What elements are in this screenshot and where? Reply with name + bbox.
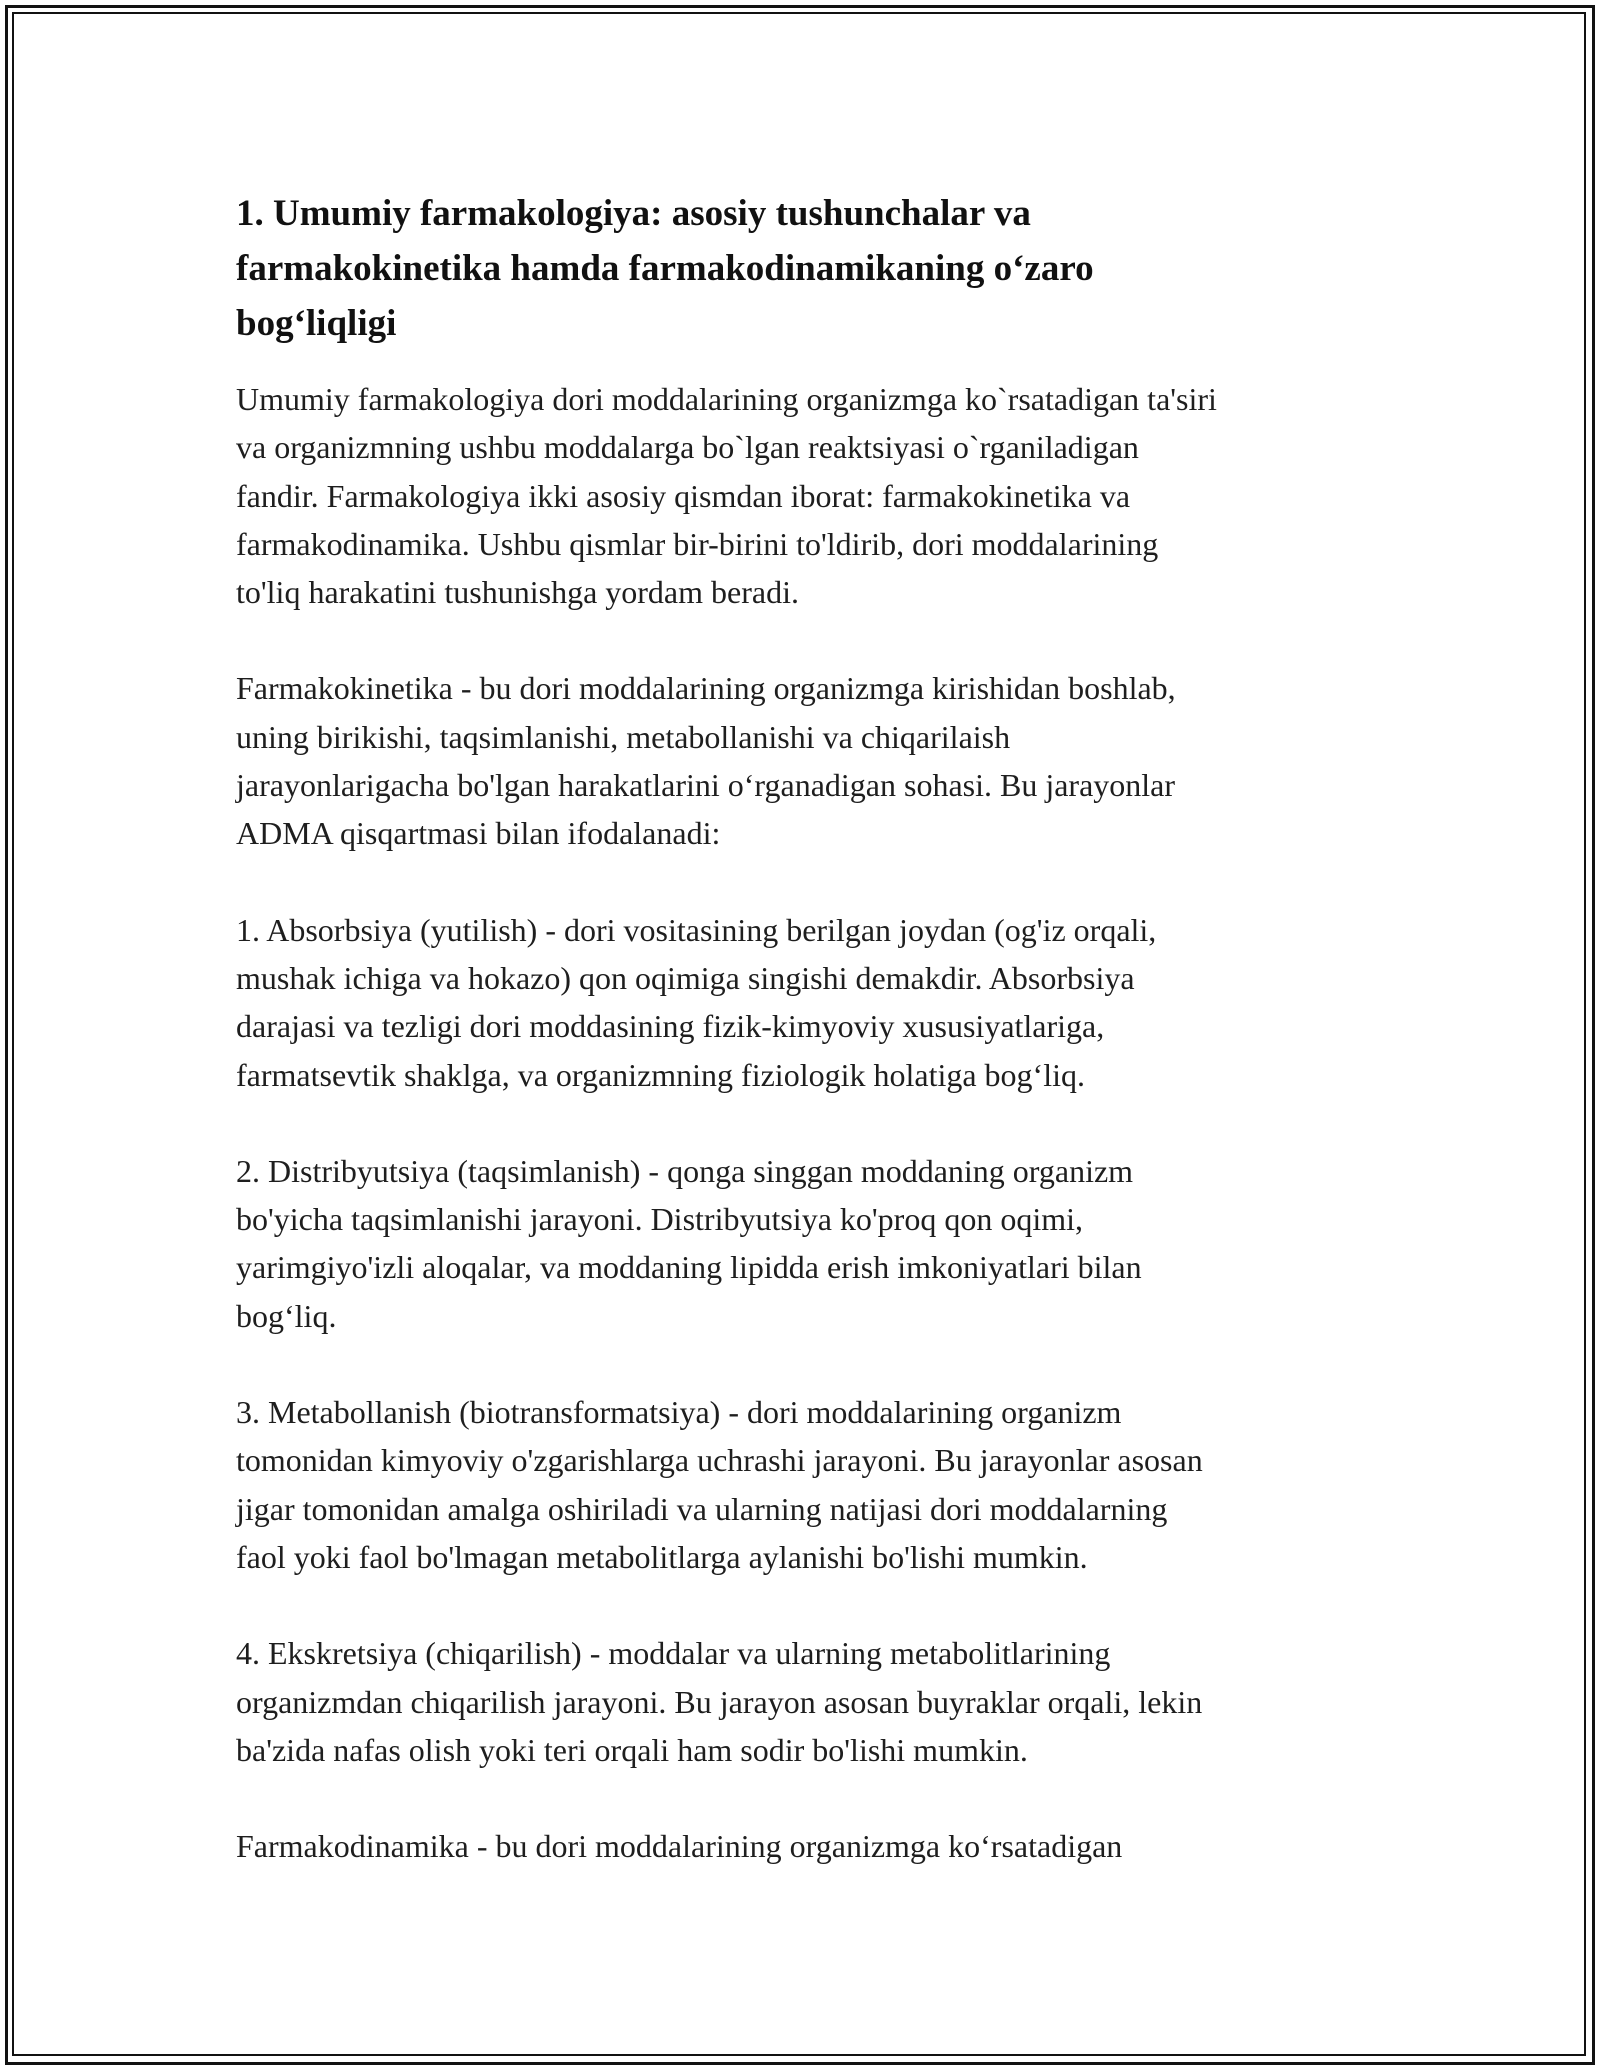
text-line: jarayonlarigacha bo'lgan harakatlarini o‘rganadigan sohasi. Bu jarayonlar (236, 767, 1176, 804)
title-line: bog‘liqligi (236, 303, 397, 344)
text-line: Farmakodinamika - bu dori moddalarining organizmga ko‘rsatadigan (236, 1828, 1123, 1865)
text-line: mushak ichiga va hokazo) qon oqimiga singishi demakdir. Absorbsiya (236, 959, 1135, 996)
paragraph-metabolism (236, 1388, 1376, 1581)
text-line: to'liq harakatini tushunishga yordam beradi. (236, 574, 799, 611)
paragraph-general-pharmacology (236, 375, 1376, 616)
text-line: yarimgiyo'izli aloqalar, va moddaning lipidda erish imkoniyatlari bilan (236, 1249, 1142, 1286)
text-line: organizmdan chiqarilish jarayoni. Bu jarayon asosan buyraklar orqali, lekin (236, 1683, 1203, 1720)
text-line: farmatsevtik shaklga, va organizmning fiziologik holatiga bog‘liq. (236, 1056, 1085, 1093)
text-line: bog‘liq. (236, 1297, 337, 1334)
text-line: fandir. Farmakologiya ikki asosiy qismdan iborat: farmakokinetika va (236, 477, 1131, 514)
text-line: ADMA qisqartmasi bilan ifodalanadi: (236, 815, 721, 852)
document-body (236, 375, 1376, 1870)
title-line: 1. Umumiy farmakologiya: asosiy tushunchalar va (236, 193, 1031, 234)
text-line: 2. Distribyutsiya (taqsimlanish) - qonga singgan moddaning organizm (236, 1152, 1134, 1189)
text-line: ba'zida nafas olish yoki teri orqali ham sodir bo'lishi mumkin. (236, 1731, 1028, 1768)
text-line: Umumiy farmakologiya dori moddalarining organizmga ko`rsatadigan ta'siri (236, 381, 1217, 417)
title-line: farmakokinetika hamda farmakodinamikaning o‘zaro (236, 248, 1094, 289)
document-title (236, 186, 1376, 351)
paragraph-absorption (236, 906, 1376, 1099)
text-line: 3. Metabollanish (biotransformatsiya) - dori moddalarining organizm (236, 1394, 1122, 1431)
text-line: va organizmning ushbu moddalarga bo`lgan reaktsiyasi o`rganiladigan (236, 429, 1139, 466)
paragraph-pharmacodynamics (236, 1822, 1376, 1870)
text-line: uning birikishi, taqsimlanishi, metabollanishi va chiqarilaish (236, 718, 1011, 755)
paragraph-distribution (236, 1147, 1376, 1340)
paragraph-excretion (236, 1629, 1376, 1774)
text-line: farmakodinamika. Ushbu qismlar bir-birini to'ldirib, dori moddalarining (236, 525, 1159, 562)
text-line: Farmakokinetika - bu dori moddalarining organizmga kirishidan boshlab, (236, 670, 1176, 707)
paragraph-pharmacokinetics (236, 664, 1376, 857)
text-line: 1. Absorbsiya (yutilish) - dori vositasining berilgan joydan (og'iz orqali, (236, 911, 1157, 948)
text-line: jigar tomonidan amalga oshiriladi va ularning natijasi dori moddalarning (236, 1490, 1168, 1527)
text-line: bo'yicha taqsimlanishi jarayoni. Distribyutsiya ko'proq qon oqimi, (236, 1201, 1083, 1238)
text-line: faol yoki faol bo'lmagan metabolitlarga aylanishi bo'lishi mumkin. (236, 1538, 1088, 1575)
text-line: tomonidan kimyoviy o'zgarishlarga uchrashi jarayoni. Bu jarayonlar asosan (236, 1442, 1203, 1479)
document-content (236, 186, 1376, 1918)
text-line: darajasi va tezligi dori moddasining fizik-kimyoviy xususiyatlariga, (236, 1008, 1105, 1045)
text-line: 4. Ekskretsiya (chiqarilish) - moddalar va ularning metabolitlarining (236, 1635, 1111, 1672)
